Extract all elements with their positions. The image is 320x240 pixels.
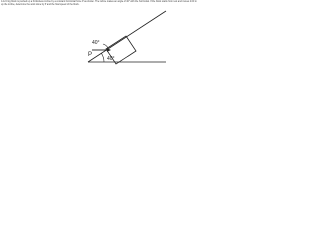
force-label: P [88, 52, 93, 58]
incline-surface [88, 11, 166, 62]
block-angle-arc [103, 44, 108, 48]
block-angle-label: 40° [92, 40, 100, 46]
problem-statement: A 12.0 kg block is pushed up a frictionless incline by a constant horizontal force P as shown. The incline makes an angle of 40° with the horizontal. If the block starts from rest and moves 2.00 m up the incline, determine the work done by P and the final speed of the block. [1, 1, 197, 7]
incline-diagram [0, 0, 200, 68]
incline-angle-arc [101, 53, 104, 62]
incline-angle-label: 40° [107, 56, 115, 62]
